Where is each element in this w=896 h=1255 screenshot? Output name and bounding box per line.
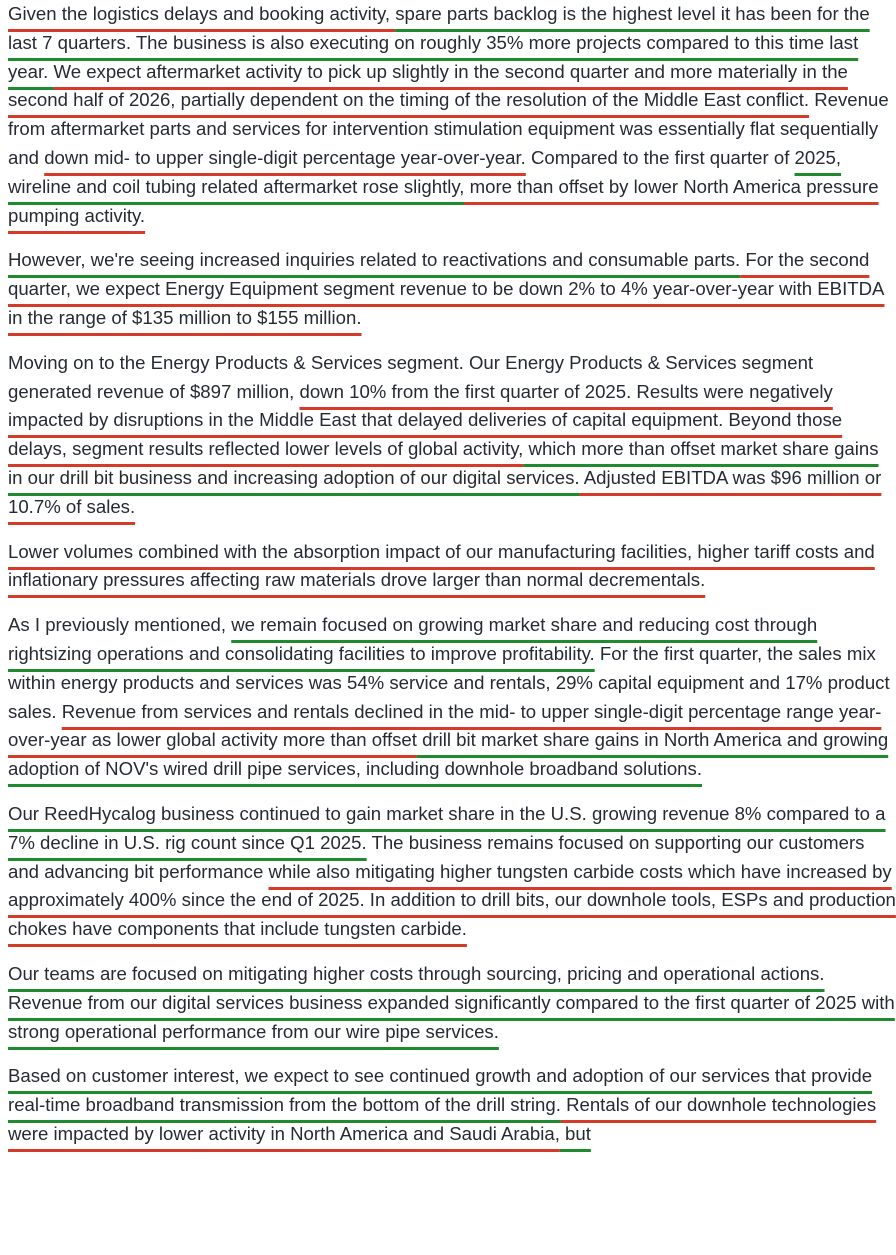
highlighted-text-red: Rentals of our downhole technologies were impacted by lower activity in North America and Saudi Arabia,: [8, 1094, 877, 1144]
paragraph: [8, 246, 896, 332]
highlighted-text-green: drill bit market share gains in North America and growing adoption of NOV's wired drill pipe services, including downhole broadband solutions.: [8, 729, 889, 780]
paragraph: [8, 800, 896, 944]
highlighted-text-red: Lower volumes combined with the absorption impact of our manufacturing facilities, higher tariff costs and inflationary pressures affecting raw materials drove larger than normal decrementals.: [8, 540, 875, 591]
body-text: For the first quarter, the sales mix within energy products and services was 54% service and rentals, 29% capital equipment and 17% product sales.: [8, 642, 890, 722]
highlighted-text-red: For the second quarter, we expect Energy Equipment segment revenue to be down 2% to 4% year-over-year with EBITDA in the range of $135 million to $155 million.: [8, 249, 885, 328]
paragraph: [8, 611, 896, 784]
highlighted-text-red: Revenue from services and rentals declined in the mid- to upper single-digit percentage range year-over-year as lower global activity more than offset: [8, 700, 882, 751]
highlighted-text-green: The business is also executing on roughly 35% more projects compared to this time last year.: [8, 31, 859, 82]
paragraph: [8, 538, 896, 596]
body-text: Compared to the first quarter of: [525, 146, 795, 168]
paragraph: [8, 0, 896, 230]
body-text: The business remains focused on supporting our customers and advancing bit performance: [8, 831, 865, 882]
body-text: Revenue from aftermarket parts and services for intervention stimulation equipment was essentially flat sequentially and: [8, 89, 889, 168]
paragraph: [8, 960, 896, 1046]
highlighted-text-green: However, we're seeing increased inquiries related to reactivations and consumable parts.: [8, 249, 741, 271]
highlighted-text-green: we remain focused on growing market share and reducing cost through rightsizing operations and consolidating facilities to improve profitability.: [8, 614, 818, 664]
highlighted-text-green: Our ReedHycalog business continued to gain market share in the U.S. growing revenue 8% compared to a 7% decline in U.S. rig count since Q1 2025.: [8, 802, 886, 853]
highlighted-text-red: We expect aftermarket activity to pick up slightly in the second quarter and more materially in the second half of 2026, partially dependent on the timing of the resolution of the Middle East conflict.: [8, 60, 848, 111]
highlighted-text-red: down 10% from the first quarter of 2025. Results were negatively impacted by disruptions in the Middle East that delayed deliveries of capital equipment. Beyond those delays, segment results reflected lower levels of global activity,: [8, 380, 843, 460]
highlighted-text-green: spare parts backlog is the highest level it has been for the last 7 quarters.: [8, 3, 870, 53]
highlighted-text-green: which more than offset market share gains in our drill bit business and increasing adoption of our digital services.: [8, 438, 879, 488]
highlighted-text-red: while also mitigating higher tungsten carbide costs which have increased by approximately 400% since the end of 2025. In addition to drill bits, our downhole tools, ESPs and production chokes have components that include tungsten carbide.: [8, 860, 896, 940]
paragraph: [8, 1062, 896, 1148]
highlighted-text-red: more than offset by lower North America pressure pumping activity.: [8, 175, 879, 226]
body-text: Moving on to the Energy Products & Services segment. Our Energy Products & Services segment generated revenue of $897 million,: [8, 351, 814, 402]
highlighted-text-green: Our teams are focused on mitigating higher costs through sourcing, pricing and operational actions. Revenue from our digital services business expanded significantly compared to the first quarter of 2025 with strong operational performance from our wire pipe services.: [8, 962, 895, 1042]
highlighted-text-red: down mid- to upper single-digit percentage year-over-year.: [44, 146, 526, 168]
highlighted-text-red: Given the logistics delays and booking activity,: [8, 3, 396, 24]
body-text: As I previously mentioned,: [8, 614, 232, 636]
highlighted-text-green: Based on customer interest, we expect to see continued growth and adoption of our services that provide real-time broadband transmission from the bottom of the drill string.: [8, 1065, 873, 1116]
highlighted-text-red: Adjusted EBITDA was $96 million or 10.7% of sales.: [8, 466, 882, 517]
paragraph: [8, 349, 896, 522]
highlighted-text-green: 2025, wireline and coil tubing related aftermarket rose slightly,: [8, 146, 842, 197]
highlighted-text-green: but: [559, 1122, 591, 1144]
